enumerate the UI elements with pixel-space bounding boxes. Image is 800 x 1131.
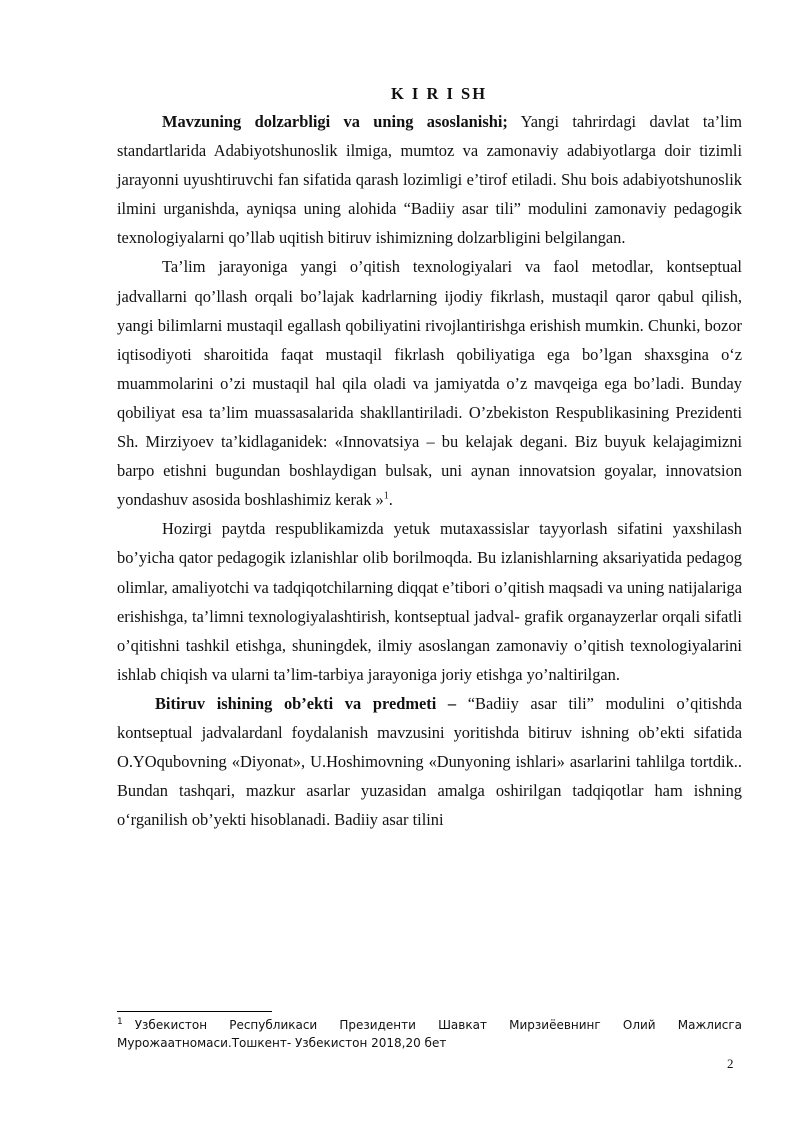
footnote-divider xyxy=(117,1011,272,1012)
page-number: 2 xyxy=(727,1056,734,1071)
footnote-number: 1 xyxy=(117,1017,123,1027)
footnote xyxy=(117,1016,742,1052)
page-title: K I R I SH xyxy=(390,84,488,103)
footnote-text: Узбекистон Республикаси Президенти Шавкат Мирзиёевнинг Олий Мажлисга Мурожаатномаси.Тошкент- Узбекистон 2018,20 бет xyxy=(117,1018,742,1050)
paragraph-text: Hozirgi paytda respublikamizda yetuk mutaxassislar tayyorlash sifatini yaxshilash bo’yicha qator pedagogik izlanishlar olib borilmoqda. Bu izlanishlarning aksariyatida pedagog olimlar, amaliyotchi va tadqiqotchilarning diqqat e’tibori o’qitish maqsadi va uning natijalariga erishishga, ta’limni texnologiyalashtirish, kontseptual jadval- grafik organayzerlar orqali sifatli o’qitishni tashkil etishga, shuningdek, ilmiy asoslangan zamonaviy o’qitish texnologiyalarini ishlab chiqish va ularni ta’lim-tarbiya jarayoniga joriy etishga yo’naltirilgan. xyxy=(117,519,742,684)
paragraph-methods xyxy=(117,252,742,514)
paragraph-research xyxy=(117,514,742,689)
paragraph-relevance xyxy=(117,107,742,252)
paragraph-lead: Mavzuning dolzarbligi va uning asoslanishi; xyxy=(162,112,508,131)
paragraph-tail: . xyxy=(388,490,393,510)
paragraph-text: Yangi tahrirdagi davlat ta’lim standartlarida Adabiyotshunoslik ilmiga, mumtoz va zamonaviy adabiyotlarga doir tizimli jarayonni uyushtiruvchi fan sifatida qarash lozimligi e’tirof etiladi. Shu bois adabiyotshunoslik ilmini urganishda, ayniqsa uning alohida “Badiiy asar tili” modulini zamonaviy pedagogik texnologiyalarni qo’llab uqitish bitiruv ishimizning dolzarbligini belgilangan. xyxy=(117,112,742,248)
footnote-reference[interactable]: 1 xyxy=(383,490,389,502)
paragraph-text: “Badiiy asar tili” modulini o’qitishda kontseptual jadvalardanl foydalanish mavzusini yoritishda bitiruv ishning ob’ekti sifatida O.YOqubovning «Diyonat», U.Hoshimovning «Dunyoning ishlari» asarlarini tahlilga tortdik.. Bundan tashqari, mazkur asarlar yuzasidan amalga oshirilgan tadqiqotlar ham ishning o‘rganilish ob’yekti hisoblanadi. Badiiy asar tilini xyxy=(117,693,742,830)
paragraph-object xyxy=(117,689,742,834)
body-text xyxy=(117,107,742,834)
paragraph-text: Ta’lim jarayoniga yangi o’qitish texnologiyalari va faol metodlar, kontseptual jadvallarni qo’llash orqali bo’lajak kadrlarning ijodiy fikrlash, mustaqil qaror qabul qilish, yangi bilimlarni mustaqil egallash qobiliyatini rivojlantirishga erishish mumkin. Chunki, bozor iqtisodiyoti sharoitida faqat mustaqil fikrlash qobiliyatiga ega bo’lgan shaxsgina o‘z muammolarini o’zi mustaqil hal qila oladi va jamiyatda o’z mavqeiga ega bo’ladi. Bunday qobiliyat esa ta’lim muassasalarida shakllantiriladi. O’zbekiston Respublikasining Prezidenti Sh. Mirziyoev ta’kidlaganidek: «Innovatsiya – bu kelajak degani. Biz buyuk kelajagimizni barpo etishni bugundan boshlaydigan bulsak, uni aynan innovatsion goyalar, innovatsion yondashuv asosida boshlashimiz kerak » xyxy=(117,257,742,510)
paragraph-lead: Bitiruv ishining ob’ekti va predmeti – xyxy=(155,693,457,713)
